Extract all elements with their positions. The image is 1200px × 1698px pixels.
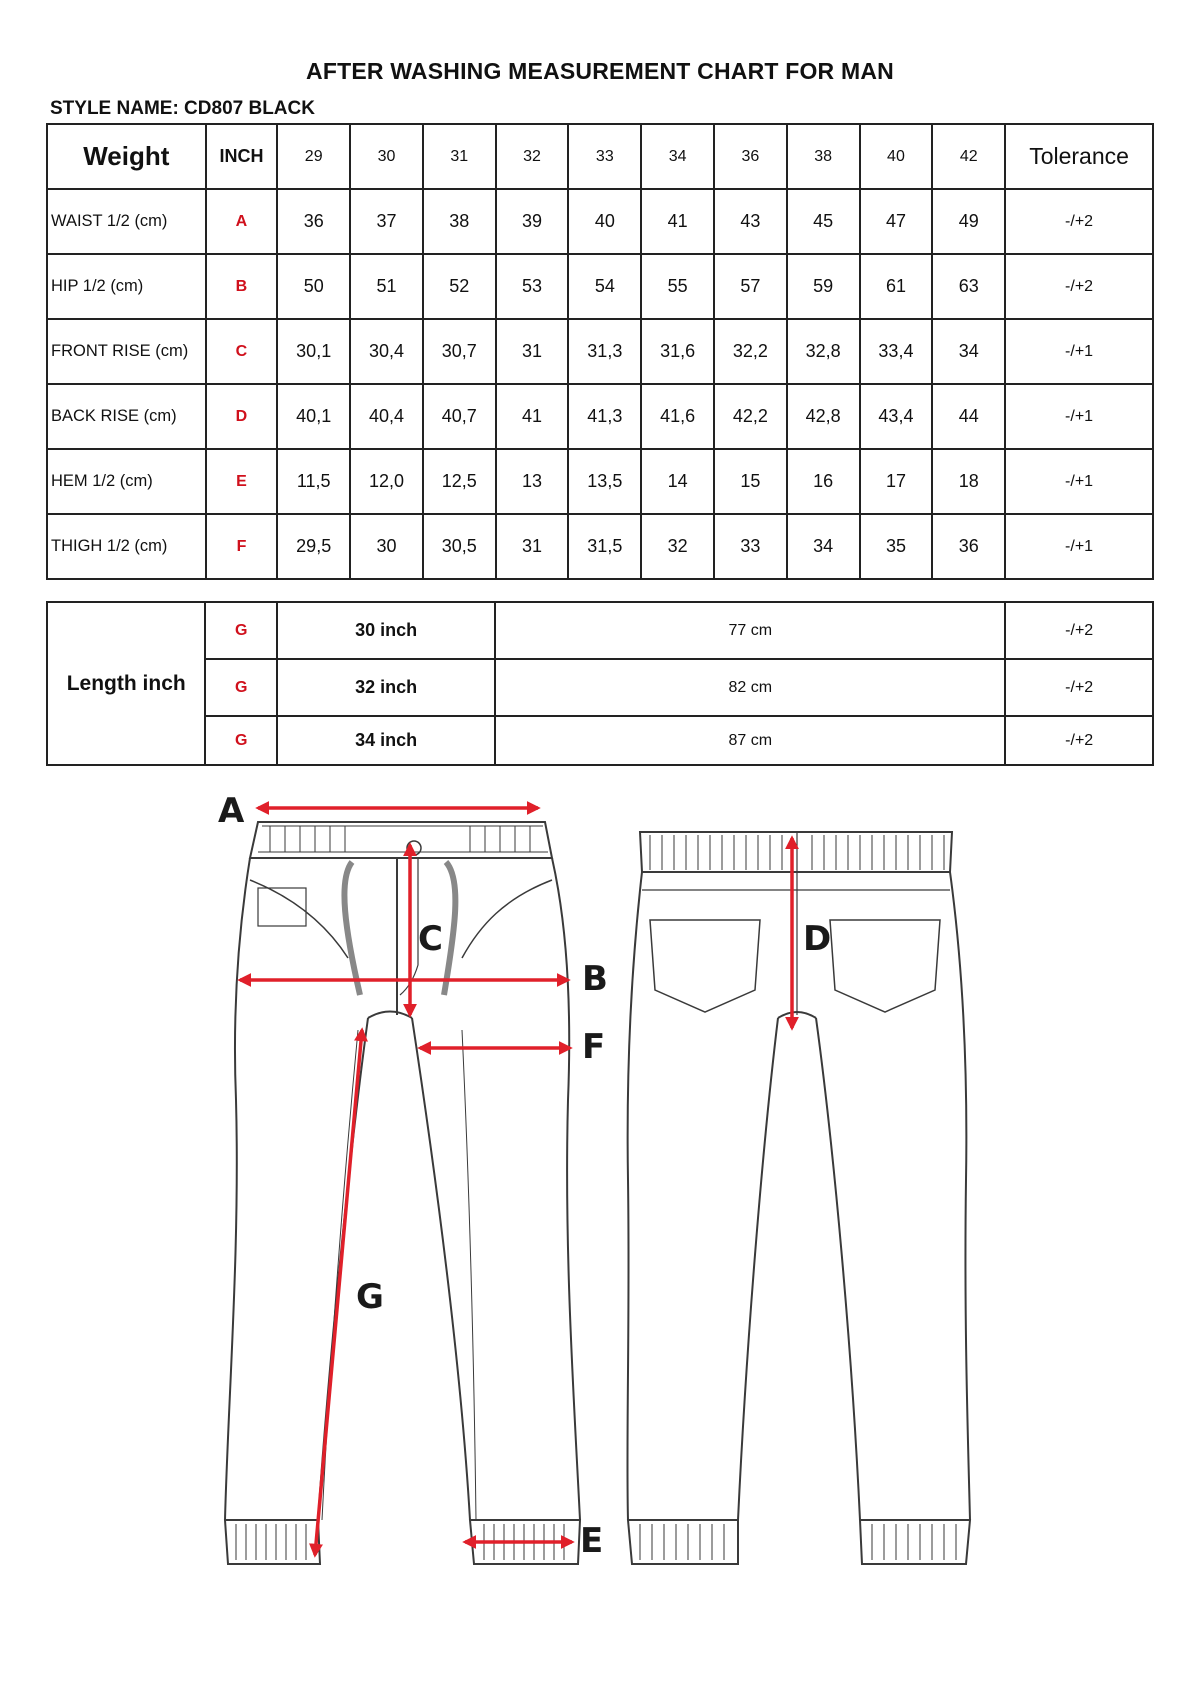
- tolerance-cell: -/+2: [1005, 602, 1153, 659]
- table-cell: 42,8: [787, 384, 860, 449]
- table-cell: 30,1: [277, 319, 350, 384]
- table-cell: 14: [641, 449, 714, 514]
- page-title: AFTER WASHING MEASUREMENT CHART FOR MAN: [306, 58, 894, 84]
- table-cell: 61: [860, 254, 933, 319]
- front-pants-outline: [225, 822, 580, 1564]
- table-cell: 51: [350, 254, 423, 319]
- size-header: 30: [350, 124, 423, 189]
- table-cell: 39: [496, 189, 569, 254]
- label-a: A: [218, 791, 245, 831]
- inch-header: INCH: [206, 124, 278, 189]
- size-header: 29: [277, 124, 350, 189]
- label-f: F: [582, 1027, 606, 1067]
- table-cell: 50: [277, 254, 350, 319]
- table-cell: 31,3: [568, 319, 641, 384]
- arrow-g: [315, 1030, 362, 1555]
- size-header: 42: [932, 124, 1005, 189]
- table-row: [47, 449, 1153, 514]
- table-cell: 12,0: [350, 449, 423, 514]
- tolerance-cell: -/+1: [1005, 449, 1153, 514]
- row-code: E: [206, 449, 278, 514]
- table-cell: 18: [932, 449, 1005, 514]
- table-cell: 42,2: [714, 384, 787, 449]
- tolerance-cell: -/+1: [1005, 514, 1153, 579]
- tolerance-cell: -/+2: [1005, 716, 1153, 765]
- table-cell: 40,4: [350, 384, 423, 449]
- row-label: FRONT RISE (cm): [47, 319, 206, 384]
- length-table: [46, 601, 1154, 766]
- length-label: Length inch: [47, 602, 205, 765]
- table-cell: 44: [932, 384, 1005, 449]
- table-cell: 16: [787, 449, 860, 514]
- table-cell: 40,1: [277, 384, 350, 449]
- table-cell: 36: [277, 189, 350, 254]
- row-code: F: [206, 514, 278, 579]
- table-cell: 43: [714, 189, 787, 254]
- label-b: B: [582, 959, 608, 999]
- size-header: 40: [860, 124, 933, 189]
- table-cell: 11,5: [277, 449, 350, 514]
- tolerance-cell: -/+2: [1005, 189, 1153, 254]
- row-label: HIP 1/2 (cm): [47, 254, 206, 319]
- front-cuff-ribbing: [236, 826, 564, 1560]
- tolerance-cell: -/+1: [1005, 319, 1153, 384]
- table-cell: 30,7: [423, 319, 496, 384]
- table-cell: 47: [860, 189, 933, 254]
- length-inch: 30 inch: [277, 602, 495, 659]
- row-code: A: [206, 189, 278, 254]
- row-label: HEM 1/2 (cm): [47, 449, 206, 514]
- length-inch: 34 inch: [277, 716, 495, 765]
- size-header: 34: [641, 124, 714, 189]
- row-code: C: [206, 319, 278, 384]
- table-cell: 40: [568, 189, 641, 254]
- table-cell: 37: [350, 189, 423, 254]
- size-header: 36: [714, 124, 787, 189]
- length-row: [47, 602, 1153, 659]
- table-cell: 13,5: [568, 449, 641, 514]
- table-cell: 36: [932, 514, 1005, 579]
- table-cell: 29,5: [277, 514, 350, 579]
- table-cell: 31: [496, 319, 569, 384]
- tolerance-header: Tolerance: [1005, 124, 1153, 189]
- table-cell: 41: [641, 189, 714, 254]
- size-header: 32: [496, 124, 569, 189]
- table-cell: 31,6: [641, 319, 714, 384]
- label-g: G: [356, 1277, 384, 1317]
- label-e: E: [580, 1521, 604, 1561]
- row-code: G: [205, 716, 277, 765]
- size-header: 38: [787, 124, 860, 189]
- back-pants-outline: [627, 832, 970, 1564]
- table-cell: 41,3: [568, 384, 641, 449]
- table-row: [47, 319, 1153, 384]
- table-cell: 12,5: [423, 449, 496, 514]
- label-c: C: [418, 919, 443, 959]
- header-row: [47, 124, 1153, 189]
- size-header: 33: [568, 124, 641, 189]
- row-label: THIGH 1/2 (cm): [47, 514, 206, 579]
- garment-diagram: [0, 770, 1200, 1630]
- table-cell: 54: [568, 254, 641, 319]
- table-cell: 41,6: [641, 384, 714, 449]
- table-cell: 53: [496, 254, 569, 319]
- table-cell: 45: [787, 189, 860, 254]
- table-cell: 33,4: [860, 319, 933, 384]
- table-cell: 30,5: [423, 514, 496, 579]
- row-code: G: [205, 602, 277, 659]
- table-row: [47, 384, 1153, 449]
- table-cell: 57: [714, 254, 787, 319]
- table-cell: 32,2: [714, 319, 787, 384]
- table-row: [47, 514, 1153, 579]
- measurement-table: [46, 123, 1154, 580]
- table-cell: 63: [932, 254, 1005, 319]
- length-cm: 82 cm: [495, 659, 1005, 716]
- tolerance-cell: -/+1: [1005, 384, 1153, 449]
- length-row: [47, 659, 1153, 716]
- table-cell: 31,5: [568, 514, 641, 579]
- row-label: WAIST 1/2 (cm): [47, 189, 206, 254]
- table-cell: 52: [423, 254, 496, 319]
- length-cm: 87 cm: [495, 716, 1005, 765]
- table-cell: 59: [787, 254, 860, 319]
- table-cell: 17: [860, 449, 933, 514]
- table-cell: 34: [787, 514, 860, 579]
- table-row: [47, 189, 1153, 254]
- table-cell: 30,4: [350, 319, 423, 384]
- table-cell: 38: [423, 189, 496, 254]
- table-cell: 43,4: [860, 384, 933, 449]
- length-cm: 77 cm: [495, 602, 1005, 659]
- table-cell: 41: [496, 384, 569, 449]
- table-cell: 32,8: [787, 319, 860, 384]
- table-cell: 31: [496, 514, 569, 579]
- row-label: BACK RISE (cm): [47, 384, 206, 449]
- row-code: G: [205, 659, 277, 716]
- table-cell: 49: [932, 189, 1005, 254]
- length-row: [47, 716, 1153, 765]
- table-cell: 40,7: [423, 384, 496, 449]
- weight-header: Weight: [47, 124, 206, 189]
- table-cell: 55: [641, 254, 714, 319]
- row-code: B: [206, 254, 278, 319]
- table-cell: 13: [496, 449, 569, 514]
- table-cell: 30: [350, 514, 423, 579]
- tolerance-cell: -/+2: [1005, 659, 1153, 716]
- size-header: 31: [423, 124, 496, 189]
- style-name: STYLE NAME: CD807 BLACK: [50, 98, 315, 119]
- table-row: [47, 254, 1153, 319]
- table-cell: 32: [641, 514, 714, 579]
- length-inch: 32 inch: [277, 659, 495, 716]
- row-code: D: [206, 384, 278, 449]
- table-cell: 34: [932, 319, 1005, 384]
- label-d: D: [803, 919, 832, 959]
- tolerance-cell: -/+2: [1005, 254, 1153, 319]
- back-waist-ribbing: [640, 835, 956, 1560]
- table-cell: 35: [860, 514, 933, 579]
- table-cell: 33: [714, 514, 787, 579]
- table-cell: 15: [714, 449, 787, 514]
